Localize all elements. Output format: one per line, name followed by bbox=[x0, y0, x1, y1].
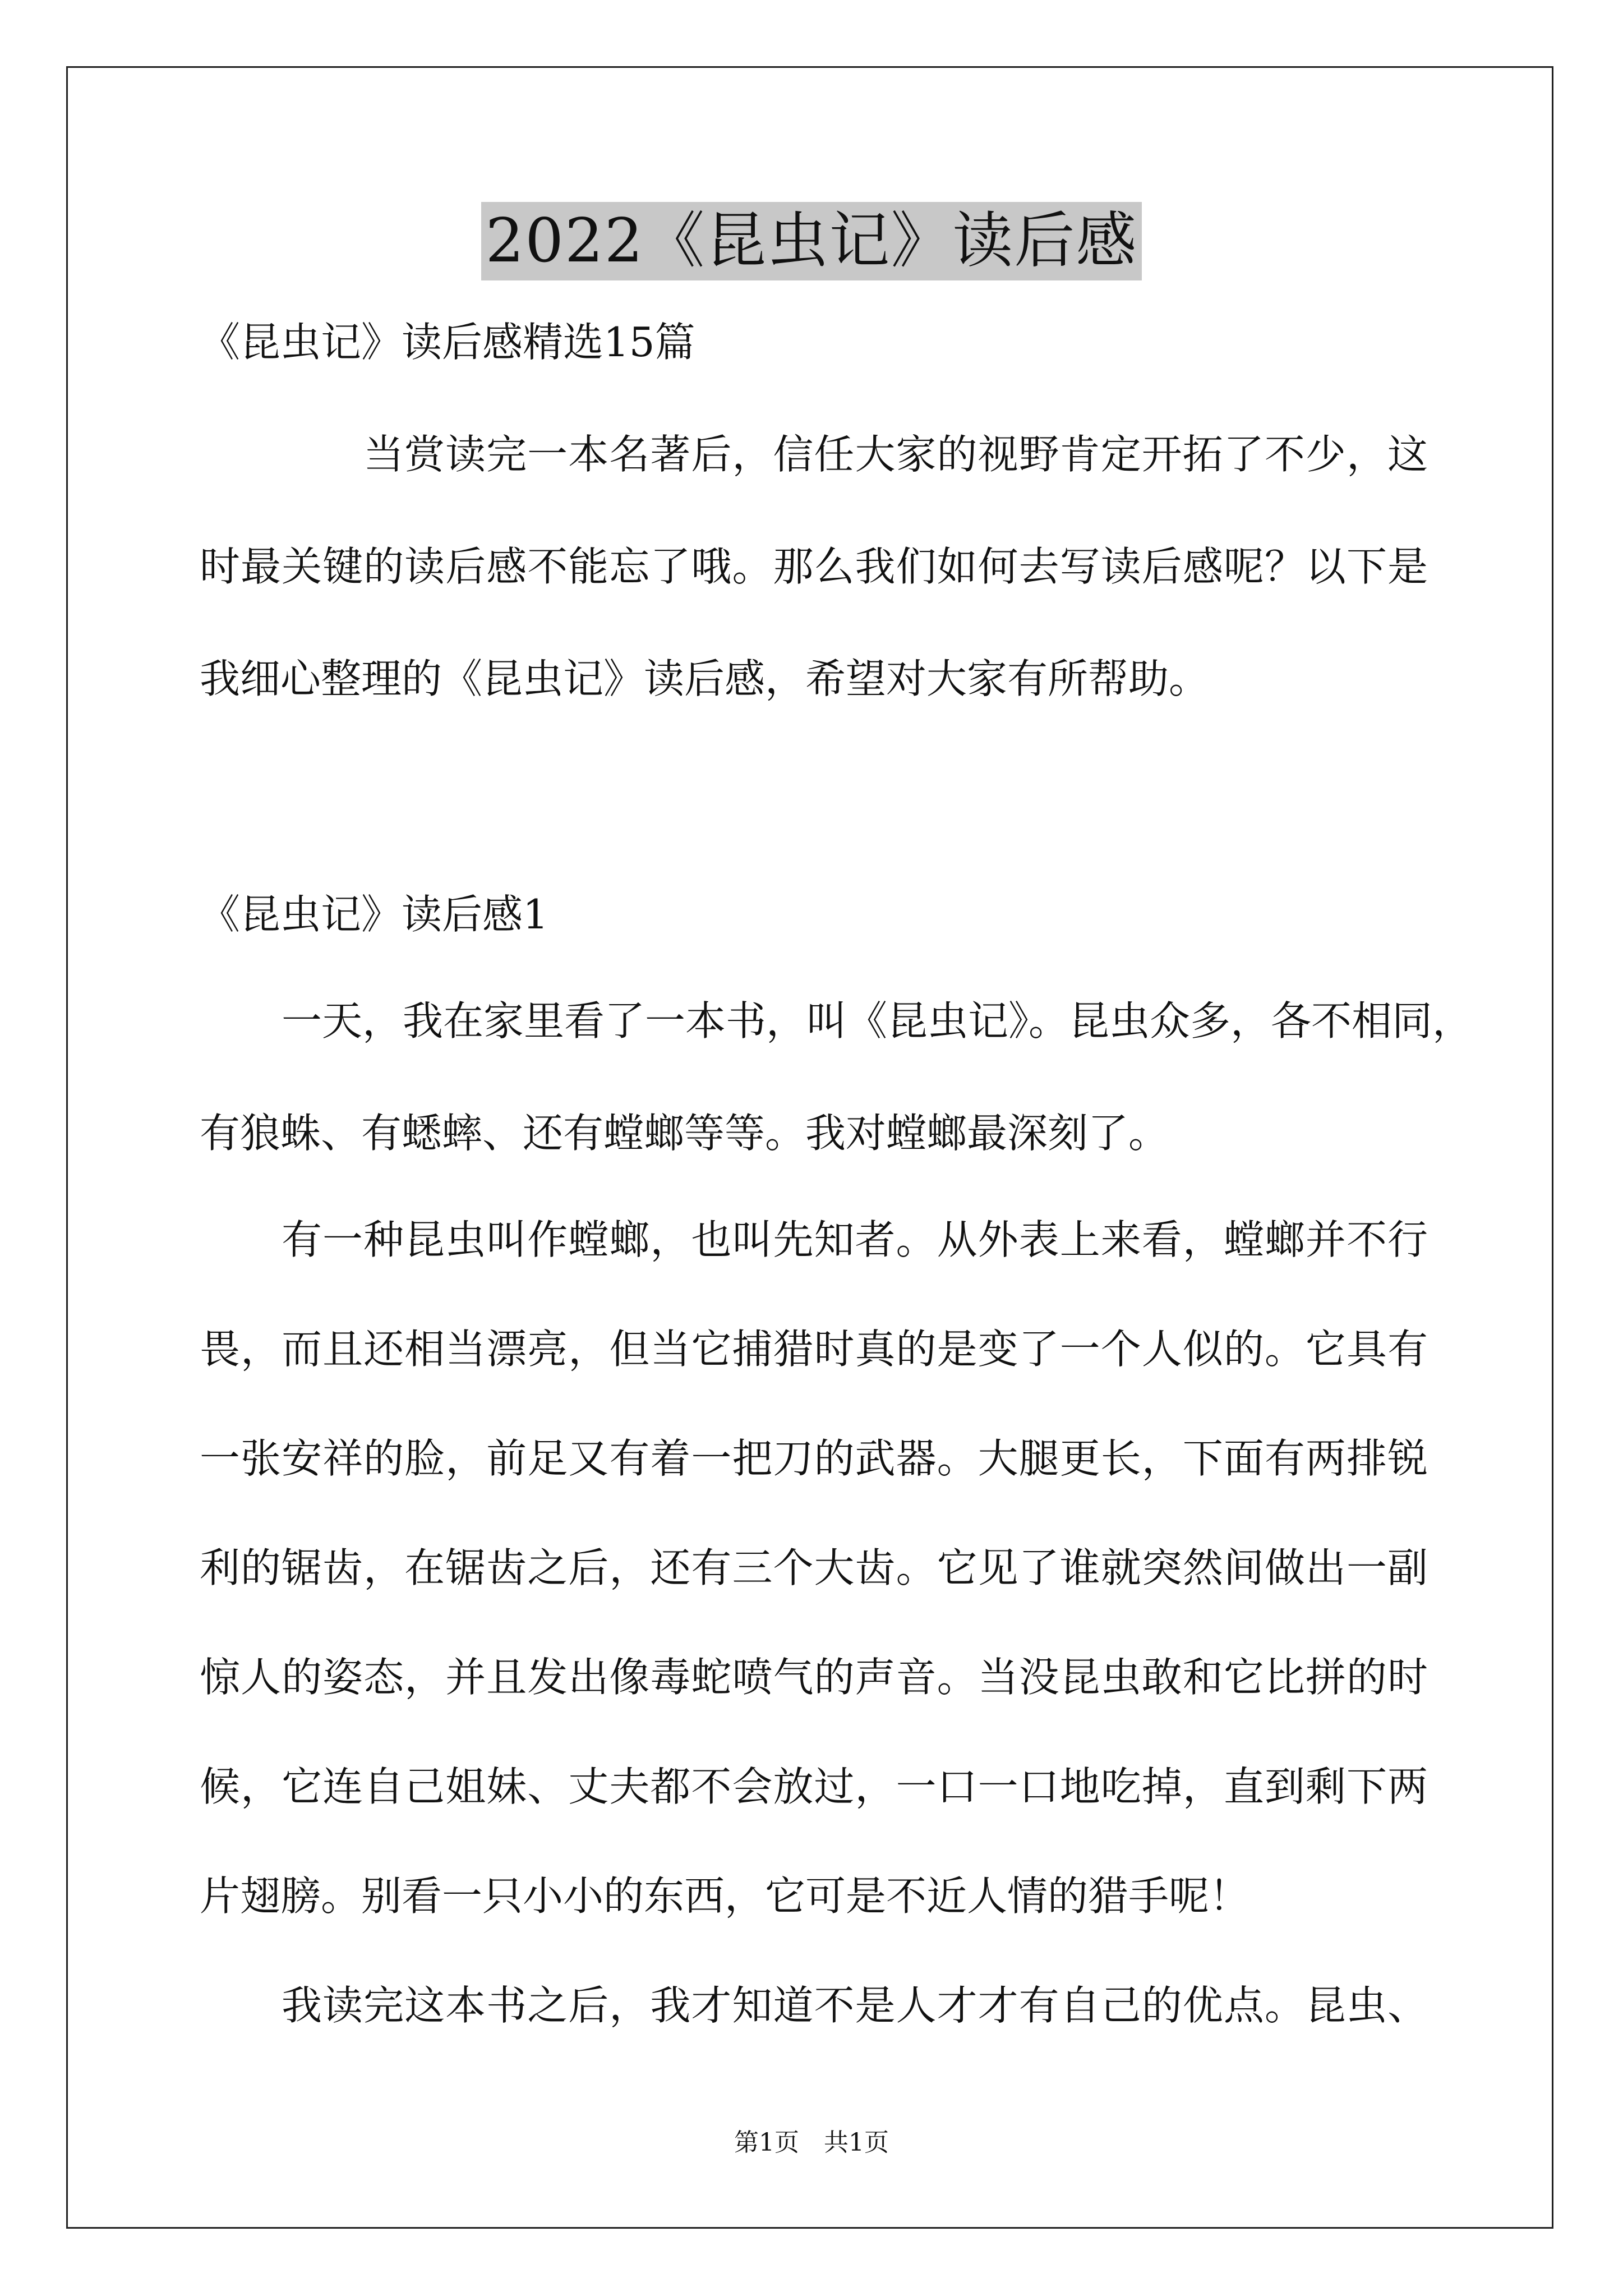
paragraph3-line-1: 我读完这本书之后，我才知道不是人才才有自己的优点。昆虫、 bbox=[282, 1982, 1428, 2029]
intro-line-3: 我细心整理的《昆虫记》读后感，希望对大家有所帮助。 bbox=[200, 655, 1210, 702]
document-title: 2022《昆虫记》读后感 bbox=[481, 202, 1142, 280]
page-footer: 第1页 共1页 bbox=[734, 2128, 889, 2157]
paragraph2-line-1: 有一种昆虫叫作螳螂，也叫先知者。从外表上来看，螳螂并不行 bbox=[282, 1216, 1428, 1263]
paragraph1-line-1: 一天，我在家里看了一本书，叫《昆虫记》。昆虫众多，各不相同， bbox=[282, 997, 1473, 1045]
paragraph2-line-5: 惊人的姿态，并且发出像毒蛇喷气的声音。当没昆虫敢和它比拼的时 bbox=[200, 1654, 1428, 1701]
paragraph2-line-2: 畏，而且还相当漂亮，但当它捕猎时真的是变了一个人似的。它具有 bbox=[200, 1326, 1428, 1373]
paragraph2-line-3: 一张安祥的脸，前足又有着一把刀的武器。大腿更长，下面有两排锐 bbox=[200, 1435, 1428, 1482]
intro-line-1: 当赏读完一本名著后，信任大家的视野肯定开拓了不少，这 bbox=[363, 431, 1428, 478]
paragraph1-line-2: 有狼蛛、有蟋蟀、还有螳螂等等。我对螳螂最深刻了。 bbox=[200, 1110, 1169, 1157]
paragraph2-line-4: 利的锯齿，在锯齿之后，还有三个大齿。它见了谁就突然间做出一副 bbox=[200, 1544, 1428, 1591]
paragraph2-line-6: 候，它连自己姐妹、丈夫都不会放过，一口一口地吃掉，直到剩下两 bbox=[200, 1763, 1428, 1810]
intro-line-2: 时最关键的读后感不能忘了哦。那么我们如何去写读后感呢？以下是 bbox=[200, 543, 1428, 590]
section-heading: 《昆虫记》读后感1 bbox=[200, 891, 548, 938]
paragraph2-line-7: 片翅膀。别看一只小小的东西，它可是不近人情的猎手呢！ bbox=[200, 1872, 1250, 1920]
document-subtitle: 《昆虫记》读后感精选15篇 bbox=[200, 319, 695, 366]
